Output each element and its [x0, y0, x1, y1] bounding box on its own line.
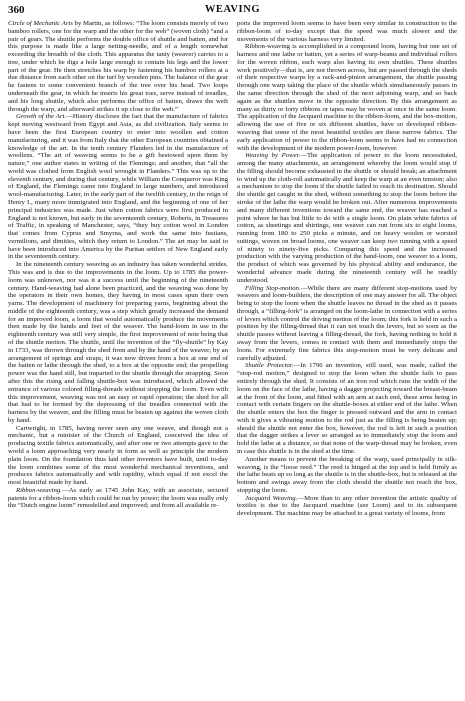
paragraph-text: by Martin, as follows: “The loom consists merely of two bamboo rollers, one for the warp and the other for the web” (woven cloth) “and a pair of gears. The shuttle performs the double office of shuttle and batten, and for this purpose is made like a large netting-needle, and of a length somewhat exceeding the breadth of the cloth. This apparatus the tanty (weaver) carries to a tree, under which he digs a hole large enough to contain his legs and the lower part of the gear. He then stretches his warp by fastening his bamboo rollers at a due distance from each other on the turf by wooden pins. The balance of the gear he fastens to some convenient branch of the tree over his head. Two loops underneath the gear, in which he inserts his great toes, serve instead of treadles, and his long shuttle, which also performs the office of batten, draws the weft through the warp, and afterward strikes it up close to the web.” — [8, 20, 228, 113]
paragraph — [237, 495, 457, 518]
paragraph — [237, 456, 457, 495]
paragraph-lead: Filling Stop-motion. — [245, 284, 301, 292]
paragraph — [8, 20, 228, 113]
paragraph — [237, 362, 457, 455]
page-header — [8, 4, 457, 20]
paragraph-lead: Circle of Mechanic Arts — [8, 20, 73, 27]
running-title: WEAVING — [204, 4, 261, 15]
paragraph-text: —The application of power to the loom necessitated, among the many attachments, an arrangement whereby the loom would stop if the filling should become exhausted in the shuttle or should break; an attachment to wind up the cloth-roll automatically and keep the warp at an even tension; also a mechanism to stop the loom if the shuttle failed to reach its destination. Should the shuttle get caught in the shed, without something to stop the loom before the stroke of the lathe the warp would be broken out. After numerous improvements and many different inventions toward the same end, the weaver has reached a point where he has but little to do with a single loom. On plain white fabrics of cotton, as sheetings and shirtings, one weaver can run from six to eight looms, running from 180 to 250 picks a minute, and on heavy woolen or worsted suitings, woven on broad looms, one weaver can keep two running with a speed of ninety to ninety-five picks. Comparing this speed and the increased production with the varying production of the hand-loom, one weaver to a loom, the product of which was governed by his physical ability and endurance, the wonderful advance made during the nineteenth century will be readily understood. — [237, 152, 457, 284]
paragraph — [237, 43, 457, 152]
paragraph-lead: Weaving by Power. — [245, 152, 301, 160]
page-number: 360 — [8, 4, 25, 16]
paragraph — [237, 152, 457, 284]
paragraph-text: ports the improved loom seems to have been very similar in construction to the ribbon-loom of to-day except that the speed was much slower and the movements of the various harness very limited. — [237, 20, 457, 43]
paragraph-text: —While there are many different stop-motions used by weavers and loom-builders, the description of one may answer for all. The object being to stop the loom when the shuttle leaves no thread in the shed as it passes through, a “filling-fork” is arranged on the loom-lathe in connection with a series of levers which control the driving motion of the loom; this fork is held in such a position by the filling-thread that it can not touch the levers, but so soon as the shuttle passes without leaving a filling-thread, the fork, having nothing to hold it away from the levers, comes in contact with them and immediately stops the loom. For extremely fine fabrics this stop-motion must be very delicate and carefully adjusted. — [237, 284, 457, 362]
paragraph-lead: Ribbon-weaving. — [16, 486, 62, 494]
paragraph — [8, 261, 228, 424]
paragraph-text: Ribbon-weaving is accomplished in a compound loom, having but one set of harness and one lathe or batten, yet a series of warp-beams and individual rollers for the woven ribbon, each warp also having its own shuttles. These shuttles work positively—that is, are not thrown across, but are passed through the sheds of their respective warps by a rack-and-pinion arrangement, the shuttle passing through one warp taking the place of the shuttle which simultaneously passes in the same direction through the shed of the next adjoining warp, and so back again as the shuttles move in the opposite direction. By this arrangement as many as thirty or forty ribbons or tapes may be woven at once in the same loom. The application of the Jacquard machine to the ribbon-loom, and the box-motion, allowing the use of five or six different shuttles, have so developed ribbon-weaving that some of the most beautiful textiles are these narrow fabrics. The early application of power to the ribbon-loom seems to have had no connection with the development of the modern power-loom, however. — [237, 43, 457, 152]
paragraph-text: In the nineteenth century weaving as an industry has taken wonderful strides. This was and is due to the improvements in the loom. Up to 1785 the power-loom was unknown, nor was it a success until the beginning of the nineteenth century. Hand-weaving had alone been practiced, and the weaving was done by the operators in their own homes, they having in most cases spun their own yarns. The development of machinery for preparing yarns, beginning about the middle of the eighteenth century, was a step which greatly increased the demand for an improved loom, a loom that would automatically produce the movements then made by the hands and feet of the weaver. The hand-loom in use in the eighteenth century was still very simple, the first improvement of note being that of the shuttle motion. The shuttle, until the invention of the “fly-shuttle” by Kay in 1733, was thrown through the shed from and by the hand of the weaver; by an arrangement of springs and straps, it was now driven from a box at one end of the batten or lathe through the shed, to a box at the opposite end; the propelling power was the hand still, but imparted to the shuttle through the strapping. Soon after this the rising and falling shuttle-box was introduced, which allowed the entrance of various colored filling-threads without stopping the loom. Even with this improvement, weaving was not an easy or rapid operation; the shed for all that had to be formed by the depressing of the treadles connected with the harness by the weaver, and the filling must be beaten up against the woven cloth by hand. — [8, 261, 228, 424]
left-column — [8, 20, 228, 697]
paragraph-text: —As early as 1745 John Kay, with an associate, secured patents for a ribbon-loom which could be run by power; the loom was really only the “Dutch engine loom” remodelled and improved; and from all available re- — [8, 486, 228, 510]
paragraph-lead: Shuttle Protector. — [245, 362, 294, 370]
text-columns — [8, 20, 457, 697]
paragraph-text: —In 1796 an invention, still used, was made, called the “stop-rod motion,” designed to stop the loom when the shuttle fails to pass entirely through the shed. It consists of an iron rod which runs the width of the loom on the face of the lathe, having a dagger projecting toward the breast-beam at the front of the loom, and fitted with an arm at each end, these arms being in contact with certain fingers on the shuttle-boxes at either end of the lathe. When the shuttle enters the box the finger is pressed outward and the arm in contact with it gives a vibrating motion to the rod just as the filling is being beaten up; should the shuttle not enter the box, however, the rod is left in such a position that the dagger strikes a lever so arranged as to immediately stop the loom and hold the lathe at a distance, so that none of the warp-thread may be broken, even in case this shuttle is in the shed at the time. — [237, 362, 457, 455]
paragraph — [8, 487, 228, 510]
paragraph — [237, 20, 457, 43]
paragraph-text: —History discloses the fact that the manufacture of fabrics kept moving westward from Egypt and Asia, as did civilization. Italy seems to have been the first European country to enter into woollen and cotton manufacturing, and it was from Italy that the other European countries obtained a knowledge of the art. In the tenth century Flanders led in the manufacture of woollens. “The art of weaving seems to be a gift bestowed upon them by nature,” one author states in writing of the Flemings; and another, that “all the world was clothed from English wool wrought in Flanders.” This was up to the eleventh century, and during that century, while William the Conqueror was King of England, the Flemings came into England in large numbers, and introduced wool-manufacturing. Later, in the early part of the twelfth century, in the reign of Henry I., many more immigrated into England, and the beginning of one of her principal industries was made. Just when cotton fabrics were first produced in England is not known, but early in the seventeenth century, Roberts, in Treasures of Traffic, in speaking of Manchester, says, “they buy cotton wool in London that comes from Cyprus and Smyrna, and work the same into fustians, vermilions, and dimities, which they return to London.” The art may be said to have been introduced into America by the Puritan settlers of New England early in the seventeenth century. — [8, 113, 228, 261]
right-column — [237, 20, 457, 697]
paragraph-text: Cartwright, in 1785, having never seen any one weave, and though not a mechanic, but a minister of the Church of England, conceived the idea of producing textile fabrics automatically, and after one or two attempts gave to the world a loom approaching very nearly in form as well as principle the modern plain loom. On the foundation thus laid other inventors have built, until to-day the loom combines some of the most wonderful mechanical inventions, and produces fabrics automatically and with rapidity, which equal if not excel the most beautiful made by hand. — [8, 424, 228, 487]
paragraph — [8, 425, 228, 487]
paragraph-lead: Jacquard Weaving. — [245, 494, 298, 502]
paragraph-lead: Growth of the Art. — [16, 113, 67, 121]
paragraph — [237, 285, 457, 363]
paragraph — [8, 113, 228, 261]
paragraph-text: Another means to prevent the breaking of the warp, used principally in silk-weaving, is the “loose reed.” The reed is hinged at the top and is held firmly as the lathe beats up so long as the shuttle is in the shuttle-box, but is released at the bottom and swings away from the cloth should the shuttle not reach the box, stopping the loom. — [237, 455, 457, 494]
paragraph-text: —More than to any other invention the artistic quality of textiles is due to the Jacquard machine (see Loom) and to its subsequent development. The machine may be attached to a great variety of looms, from — [237, 494, 457, 518]
